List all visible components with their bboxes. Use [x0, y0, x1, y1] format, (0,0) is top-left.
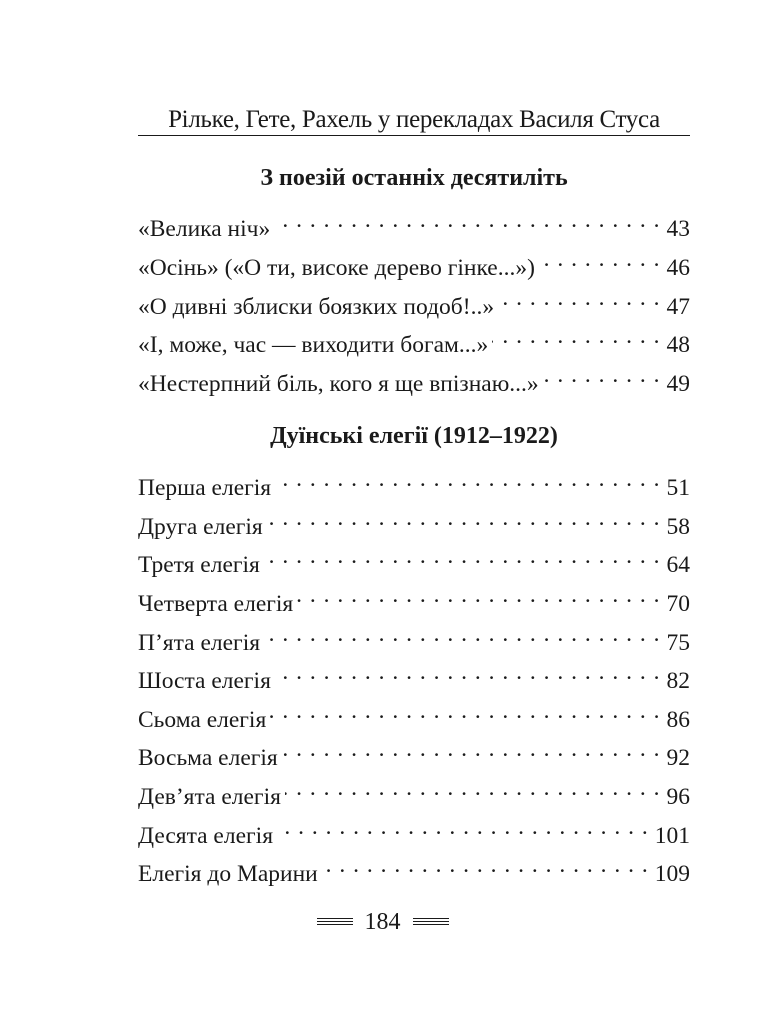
toc-entry-page: 70 — [666, 591, 690, 617]
dot-leader — [297, 579, 660, 611]
toc-entry[interactable] — [138, 579, 690, 617]
toc-entry-title: «Нестерпний біль, кого я ще впізнаю...» — [138, 371, 539, 397]
toc-entry[interactable] — [138, 320, 690, 358]
toc-entry-page: 82 — [666, 668, 690, 694]
running-header — [138, 103, 690, 136]
toc-entry[interactable] — [138, 282, 690, 320]
toc-entry[interactable] — [138, 540, 690, 578]
toc-entry[interactable] — [138, 695, 690, 733]
toc-entry[interactable] — [138, 359, 690, 397]
toc-entry-page: 101 — [654, 823, 690, 849]
section-title: З поезій останніх десятиліть — [260, 165, 568, 191]
toc-entry-page: 92 — [666, 745, 690, 771]
dot-leader — [264, 618, 660, 650]
toc-entry-title: «Осінь» («О ти, високе дерево гінке...») — [138, 255, 535, 281]
toc-entry-page: 49 — [666, 371, 690, 397]
triple-rule-left-ornament — [317, 918, 353, 926]
toc-entry[interactable] — [138, 849, 690, 887]
dot-leader — [267, 502, 661, 534]
dot-leader — [322, 849, 649, 881]
toc-entry-title: Дев’ята елегія — [138, 784, 281, 810]
dot-leader — [498, 282, 660, 314]
running-header-text: Рільке, Гете, Рахель у перекладах Василя Стуса — [168, 106, 660, 133]
dot-leader — [539, 243, 661, 275]
toc-entry-page: 58 — [666, 514, 690, 540]
toc-entry[interactable] — [138, 772, 690, 810]
toc-entry[interactable] — [138, 656, 690, 694]
toc-entry-title: Шоста елегія — [138, 668, 271, 694]
toc-entry-title: П’ята елегія — [138, 630, 261, 656]
toc-entry[interactable] — [138, 618, 690, 656]
dot-leader — [264, 540, 661, 572]
toc-entry-page: 48 — [666, 332, 690, 358]
toc-entry-title: Елегія до Марини — [138, 861, 318, 887]
toc-entry[interactable] — [138, 243, 690, 281]
toc-entry-page: 47 — [666, 294, 690, 320]
toc-entry[interactable] — [138, 204, 690, 242]
toc-entry-title: Четверта елегія — [138, 591, 294, 617]
dot-leader — [492, 320, 660, 352]
dot-leader — [275, 463, 660, 495]
page-footer — [0, 906, 765, 938]
toc-entry-title: Восьма елегія — [138, 745, 278, 771]
toc-entry-title: Перша елегія — [138, 475, 272, 501]
dot-leader — [285, 772, 661, 804]
toc-entry-page: 109 — [654, 861, 690, 887]
toc-entry-page: 43 — [666, 216, 690, 242]
triple-rule-right-ornament — [413, 918, 449, 926]
toc-entry-title: «О дивні зблиски боязких подоб!..» — [138, 294, 495, 320]
toc-entry-page: 51 — [666, 475, 690, 501]
dot-leader — [277, 811, 649, 843]
toc-entry[interactable] — [138, 811, 690, 849]
toc-entry-page: 86 — [666, 707, 690, 733]
toc-entry-title: Десята елегія — [138, 823, 273, 849]
toc-entry-page: 64 — [666, 552, 690, 578]
toc-entry[interactable] — [138, 502, 690, 540]
toc-entry-title: Сьома елегія — [138, 707, 267, 733]
dot-leader — [270, 695, 660, 727]
toc-entry-title: Друга елегія — [138, 514, 263, 540]
toc-entry-page: 75 — [666, 630, 690, 656]
dot-leader — [282, 733, 661, 765]
dot-leader — [543, 359, 661, 391]
toc-entry[interactable] — [138, 733, 690, 771]
toc-entry-page: 46 — [666, 255, 690, 281]
toc-entry-title: Третя елегія — [138, 552, 260, 578]
toc-entry-title: «Велика ніч» — [138, 216, 271, 242]
page-number: 184 — [364, 909, 401, 935]
dot-leader — [275, 656, 661, 688]
dot-leader — [274, 204, 660, 236]
section-title: Дуїнські елегії (1912–1922) — [270, 423, 558, 449]
toc-entry[interactable] — [138, 463, 690, 501]
toc-entry-title: «І, може, час — виходити богам...» — [138, 332, 489, 358]
toc-entry-page: 96 — [666, 784, 690, 810]
